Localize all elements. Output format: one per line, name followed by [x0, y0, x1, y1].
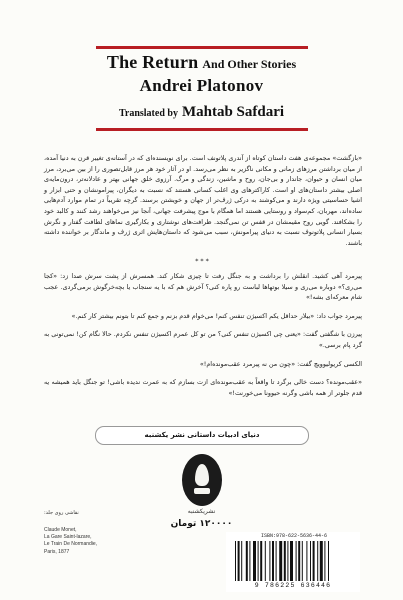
- flame-logo-icon: [182, 454, 222, 506]
- author-name: Andrei Platonov: [139, 76, 264, 95]
- excerpt-paragraph: الکسی کریولیوویچ گفت: «چون من نه پیرمرد عقب‌مونده‌ام!»: [199, 359, 362, 368]
- excerpt-paragraph: پیرمرد جواب داد: «بیلار حداقل یکم اکسیژن تنفس کنم! می‌خوام قدم بزنم و جمع کنم تا بتونم بیشتر کار کنم.»: [71, 311, 362, 320]
- translator-name: Mahtab Safdari: [181, 104, 285, 120]
- series-label: دنیای ادبیات داستانی نشر یکشنبه: [95, 426, 309, 445]
- blurb-paragraph: «بازگشت» مجموعه‌ی هفت داستان کوتاه از آندری پلاتونف است. برای نویسنده‌ای که در آستانه‌ی تغییر قرن به دنیا آمده، از میان برداشتن مرزهای زمانی و مکانی ناگزیر به نظر می‌رسد. او در آثار خود هر مرز قابل‌تصوری را از بین می‌برد، مرز میان انسان و حیوان، جاندار و بی‌جان، روح و ماشین، زندگی و مرگ. آرزوی خلق جهانی بهتر و عادلانه‌تر، درون‌مایه‌ی اصلی بیشتر داستان‌های او است. کاراکترهای وی اغلب کسانی هستند که نسبت به دیگران، پیرامونشان و حتی ابزار و اشیا حساسیتی ویژه دارند و می‌کوشند به درکی ژرف‌تر از جهان و خویشتن برسند. گرچه تقریباً در تمام موارد آدم‌هایی ساده‌اند، مهربان، کم‌سواد و روستایی هستند اما همگام با موج پیشرفت جهانی، آنجا نیز می‌خواهند رشد کنند و کالبد خود را بشکافند. گویی روح مقیمشان در قفس تن نمی‌گنجد. ظرافت‌های نوشتاری و بکارگیری نماهای لطافت گفتار و نگرش بسیار انسانی پلاتونوف نسبت به دنیای پیرامونش، سبب می‌شود که داستان‌هایش اثری ژرف و ماندگار بر خواننده داشته باشند.: [44, 154, 362, 247]
- blurb-separator: ***: [195, 257, 211, 266]
- excerpt-paragraph: پیرمرد آهی کشید. انقلش را برداشت و به جنگل رفت تا چیزی شکار کند. همسرش از پشت سرش صدا زد: «کجا می‌ری؟» دوباره می‌ری و سیلا بوتهاها لباست رو پاره کنی؟ آخرش هم که با یه سنجاب یا بچه‌خرگوش برمی‌گردی. عجب شام معرکه‌ای بشه!»: [44, 271, 362, 302]
- painting-credit-line: Claude Monet,: [44, 527, 77, 533]
- barcode-icon: [234, 541, 352, 581]
- barcode-panel: [226, 532, 360, 592]
- book-title: [0, 52, 403, 73]
- excerpt-paragraph: «عقب‌مونده؟ دست خالی برگرد تا واقعاً به عقب‌مونده‌ای ازت بسازم که به عمرت ندیده باشی! تو جنگل باید همیشه یه قدم جلوتر از همه باشی وگرنه حیوونا می‌خورنت!»: [44, 378, 362, 397]
- publisher-name: نشریکشنبه: [187, 508, 216, 515]
- title-main: The Return: [106, 52, 199, 72]
- price: ۱۲۰۰۰۰ تومان: [170, 519, 233, 529]
- isbn-text: ISBN:978-622-5636-44-6: [260, 533, 327, 539]
- cover-painting-credit: [44, 527, 104, 556]
- blurb-text: [44, 153, 362, 406]
- translator-label: Translated by: [118, 108, 178, 119]
- excerpt-paragraph: پیرزن با شگفتی گفت: «یعنی چی اکسیژن تنفس کنی؟ من تو کل عمرم اکسیژن تنفس نکردم. حالا نگام کن! نمی‌تونی به گرد پام برسی.»: [44, 330, 362, 349]
- painting-credit-line: Paris, 1877: [44, 548, 70, 555]
- painting-credit-line: La Gare Saint-lazare,: [44, 534, 92, 541]
- bottom-red-rule: [96, 128, 308, 131]
- painting-credit-line: Le Train De Normandie,: [44, 541, 98, 548]
- title-sub: And Other Stories: [202, 57, 297, 71]
- cover-painting-label: نقاشی روی جلد:: [44, 510, 79, 516]
- translator-credit: [0, 103, 403, 121]
- top-red-rule: [96, 46, 308, 49]
- barcode-number: 9 786225 636446: [254, 582, 332, 589]
